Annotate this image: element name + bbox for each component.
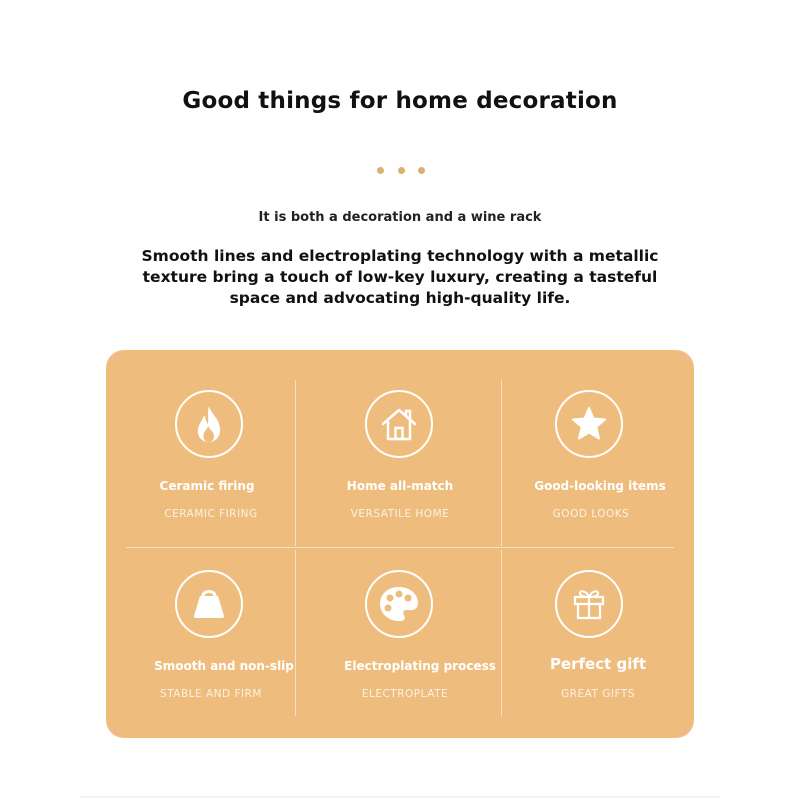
palette-icon — [365, 570, 433, 638]
feature-label: Home all-match — [346, 479, 454, 493]
feature-sublabel: CERAMIC FIRING — [164, 508, 258, 520]
page-title: Good things for home decoration — [182, 88, 618, 114]
feature-good-looking-items — [498, 350, 694, 536]
bottom-divider — [80, 796, 720, 798]
dot — [398, 167, 405, 174]
star-icon — [555, 390, 623, 458]
feature-sublabel: ELECTROPLATE — [361, 688, 449, 700]
feature-perfect-gift — [498, 530, 694, 716]
flame-icon — [175, 390, 243, 458]
weight-icon — [175, 570, 243, 638]
feature-label: Electroplating process — [344, 659, 496, 673]
feature-label: Smooth and non-slip — [154, 659, 294, 673]
dot — [377, 167, 384, 174]
feature-electroplating-process — [302, 530, 498, 716]
feature-sublabel: VERSATILE HOME — [350, 508, 450, 520]
feature-home-all-match — [302, 350, 498, 536]
feature-label: Ceramic firing — [159, 479, 255, 493]
description: Smooth lines and electroplating technology with a metallic texture bring a touch of low-key luxury, creating a tasteful space and advocating high-quality life. — [141, 247, 659, 307]
feature-sublabel: GREAT GIFTS — [561, 688, 635, 700]
subtitle: It is both a decoration and a wine rack — [258, 210, 542, 225]
features-panel — [106, 350, 694, 738]
feature-label: Perfect gift — [549, 655, 647, 673]
feature-sublabel: STABLE AND FIRM — [160, 688, 262, 700]
house-icon — [365, 390, 433, 458]
dot — [418, 167, 425, 174]
feature-ceramic-firing — [106, 350, 302, 536]
dots-divider — [377, 167, 425, 175]
feature-label: Good-looking items — [534, 479, 666, 493]
feature-smooth-non-slip — [106, 530, 302, 716]
feature-sublabel: GOOD LOOKS — [552, 508, 630, 520]
gift-icon — [555, 570, 623, 638]
